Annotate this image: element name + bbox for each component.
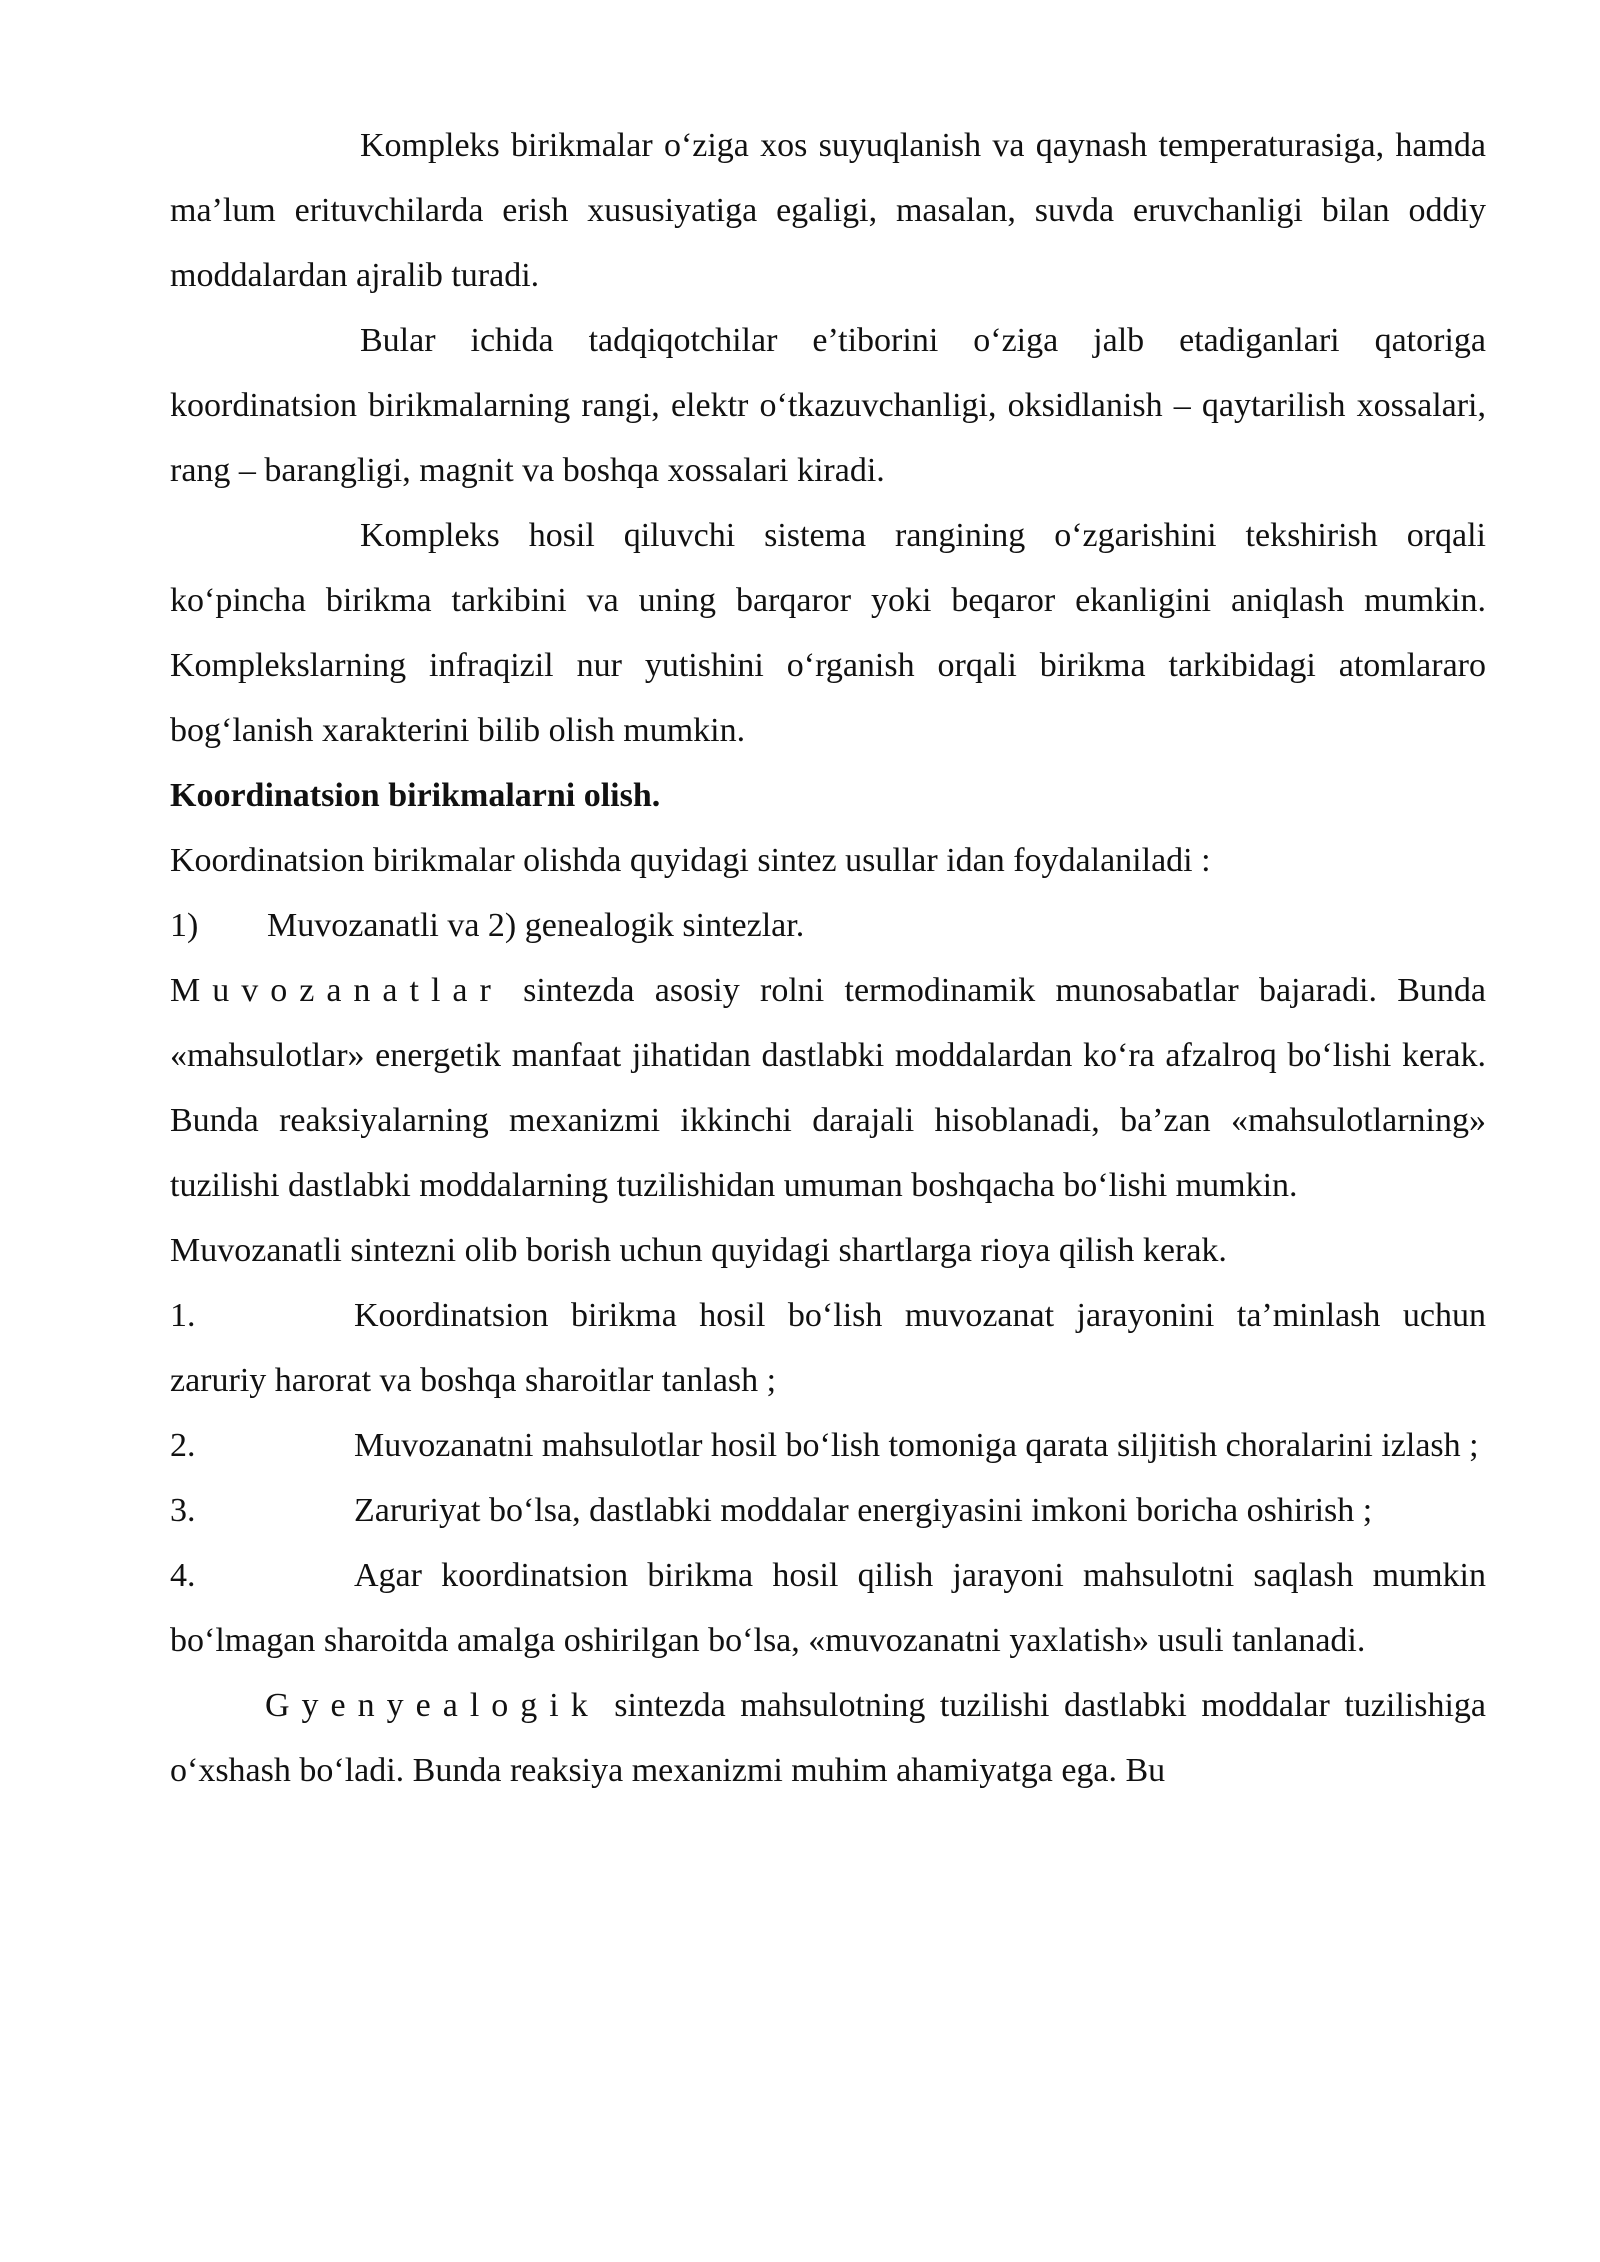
list-text: Muvozanatni mahsulotlar hosil bo‘lish tomoniga qarata siljitish choralarini izlash ; <box>354 1427 1479 1464</box>
paragraph-conditions-intro: Muvozanatli sintezni olib borish uchun quyidagi shartlarga rioya qilish kerak. <box>170 1232 1227 1269</box>
spaced-term: Muvozanatlar <box>170 972 503 1009</box>
paragraph-text: sintezda asosiy rolni termodinamik munosabatlar bajaradi. Bunda «mahsulotlar» energetik manfaat jihatidan dastlabki moddalardan ko‘ra afzalroq bo‘lishi kerak. Bunda reaksiyalarning mexanizmi ikkinchi darajali hisoblanadi, ba’zan «mahsulotlarning» tuzilishi dastlabki moddalarning tuzilishidan umuman boshqacha bo‘lishi mumkin. <box>170 972 1486 1204</box>
paragraph-equilibrium-synthesis <box>170 958 1486 1218</box>
list-item <box>170 1543 1486 1673</box>
list-number: 3. <box>170 1492 196 1529</box>
paragraph-genealogical-synthesis <box>170 1673 1486 1803</box>
list-text: Agar koordinatsion birikma hosil qilish jarayoni mahsulotni saqlash mumkin bo‘lmagan sharoitda amalga oshirilgan bo‘lsa, «muvozanatni yaxlatish» usuli tanlanadi. <box>170 1557 1486 1659</box>
list-text: Muvozanatli va 2) genealogik sintezlar. <box>267 907 805 944</box>
list-number: 4. <box>170 1557 196 1594</box>
section-heading: Koordinatsion birikmalarni olish. <box>170 777 661 814</box>
list-number: 1) <box>170 907 199 944</box>
list-item <box>170 1478 1486 1543</box>
list-text: Koordinatsion birikma hosil bo‘lish muvozanat jarayonini ta’minlash uchun zaruriy harorat va boshqa sharoitlar tanlash ; <box>170 1297 1486 1399</box>
paragraph-properties: Kompleks birikmalar o‘ziga xos suyuqlanish va qaynash temperaturasiga, hamda ma’lum erituvchilarda erish xususiyatiga egaligi, masalan, suvda eruvchanligi bilan oddiy moddalardan ajralib turadi. <box>170 127 1486 294</box>
paragraph-color-change: Kompleks hosil qiluvchi sistema rangining o‘zgarishini tekshirish orqali ko‘pincha birikma tarkibini va uning barqaror yoki beqaror ekanligini aniqlash mumkin. Komplekslarning infraqizil nur yutishini o‘rganish orqali birikma tarkibidagi atomlararo bog‘lanish xarakterini bilib olish mumkin. <box>170 517 1486 749</box>
document-page <box>170 113 1486 1803</box>
list-number: 1. <box>170 1297 196 1334</box>
list-item <box>170 1283 1486 1413</box>
paragraph-synthesis-methods: Koordinatsion birikmalar olishda quyidagi sintez usullar idan foydalaniladi : <box>170 842 1211 879</box>
list-item <box>170 1413 1486 1478</box>
list-number: 2. <box>170 1427 196 1464</box>
conditions-list <box>170 1283 1486 1673</box>
spaced-term: Gyenyealogik <box>265 1687 600 1724</box>
list-text: Zaruriyat bo‘lsa, dastlabki moddalar energiyasini imkoni boricha oshirish ; <box>354 1492 1373 1529</box>
methods-list-item <box>170 893 1486 958</box>
paragraph-text: sintezda mahsulotning tuzilishi dastlabki moddalar tuzilishiga o‘xshash bo‘ladi. Bunda reaksiya mexanizmi muhim ahamiyatga ega. Bu <box>170 1687 1486 1789</box>
paragraph-research-interest: Bular ichida tadqiqotchilar e’tiborini o‘ziga jalb etadiganlari qatoriga koordinatsion birikmalarning rangi, elektr o‘tkazuvchanligi, oksidlanish – qaytarilish xossalari, rang – barangligi, magnit va boshqa xossalari kiradi. <box>170 322 1486 489</box>
